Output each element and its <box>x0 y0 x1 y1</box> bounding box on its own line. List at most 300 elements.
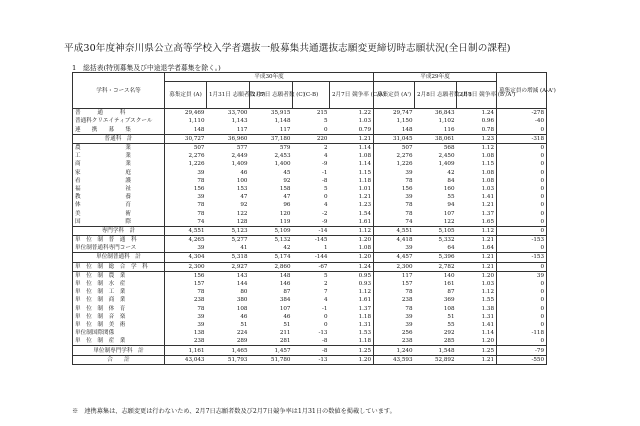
table-cell: 238 <box>193 297 205 304</box>
table-cell: 43,043 <box>165 355 207 364</box>
table-cell: 78 <box>405 289 413 296</box>
table-cell: 39 <box>197 245 205 252</box>
table-cell: 2,927 <box>207 262 250 271</box>
table-row <box>73 313 547 321</box>
table-cell: 148 <box>401 126 413 133</box>
header-cap30: 募集定員 (A) <box>165 82 207 109</box>
header-year29: 平成29年度 <box>374 73 497 82</box>
table-cell: 5,396 <box>415 253 457 262</box>
table-cell: 1.31 <box>457 313 497 321</box>
table-cell: 0 <box>497 185 547 193</box>
table-cell: 46 <box>240 169 248 176</box>
table-cell: 160 <box>443 185 455 192</box>
table-cell: 4,551 <box>165 226 207 235</box>
table-cell: 369 <box>443 297 455 304</box>
table-cell: 1.08 <box>457 177 497 185</box>
table-cell: 1.15 <box>330 169 374 177</box>
header-feb7: 2月7日 志願者数 (C) <box>250 82 293 109</box>
table-cell: 1.64 <box>457 244 497 253</box>
table-cell: 1.37 <box>330 305 374 313</box>
row-label: 看 護 <box>73 177 165 185</box>
header-diff: (C-B) <box>293 82 330 109</box>
table-cell: 1,457 <box>250 346 293 355</box>
table-cell: -144 <box>293 253 330 262</box>
summary-table <box>72 72 556 365</box>
table-cell: 384 <box>279 297 291 304</box>
table-cell: 211 <box>279 330 291 337</box>
header-cap29: 募集定員 (A') <box>374 82 415 109</box>
table-cell: 1.08 <box>457 169 497 177</box>
table-cell: 1.21 <box>457 262 497 271</box>
table-cell: 0.96 <box>457 117 497 125</box>
table-cell: 43,593 <box>374 355 415 364</box>
table-row <box>73 218 547 227</box>
table-cell: 5,132 <box>250 236 293 245</box>
table-row <box>73 201 547 209</box>
row-label: 単位制専門学科 計 <box>73 346 165 355</box>
row-label: 美 術 <box>73 209 165 217</box>
table-cell: 4 <box>323 202 328 209</box>
table-cell: 1.41 <box>457 321 497 329</box>
table-cell: -67 <box>293 262 330 271</box>
table-cell: 38,061 <box>415 134 457 143</box>
table-cell: 1.14 <box>330 143 374 152</box>
row-label: 体 育 <box>73 201 165 209</box>
table-cell: 1.20 <box>330 236 374 245</box>
row-label: 単 位 制 美 術 <box>73 321 165 329</box>
table-cell: 1.12 <box>457 226 497 235</box>
footnote: ※ 連携募集は、志願変更は行わないため、2月7日志願者数及び2月7日競争率は1月31日の数値を掲載しています。 <box>72 408 396 415</box>
row-label: 単位制普通科専門コース <box>73 244 165 253</box>
table-cell: 117 <box>374 271 415 280</box>
row-label: 連 携 募 集 <box>73 126 165 135</box>
table-cell: 92 <box>283 177 291 184</box>
table-cell: 1.25 <box>330 346 374 355</box>
table-cell: 55 <box>447 194 455 201</box>
table-cell: 39 <box>405 169 413 176</box>
table-cell: 157 <box>401 281 413 288</box>
table-cell: 238 <box>193 338 205 345</box>
table-cell: 1,400 <box>274 161 291 168</box>
table-cell: 1.23 <box>457 134 497 143</box>
row-label: 単 位 制 普 通 科 <box>73 236 165 245</box>
table-cell: 380 <box>236 297 248 304</box>
table-cell: 107 <box>443 210 455 217</box>
table-cell: 0 <box>497 280 547 288</box>
table-cell: 55 <box>447 321 455 328</box>
table-cell: -1 <box>322 169 328 176</box>
table-cell: 1.12 <box>457 288 497 296</box>
table-row <box>73 134 547 143</box>
table-cell: 1.61 <box>330 296 374 304</box>
table-cell: 4 <box>323 153 328 160</box>
row-label: 専門学科 計 <box>73 226 165 235</box>
table-cell: 39 <box>405 313 413 320</box>
table-cell: 148 <box>193 126 205 133</box>
table-cell: 285 <box>443 338 455 345</box>
table-row <box>73 117 547 125</box>
table-cell: 51,793 <box>207 355 250 364</box>
table-cell: 47 <box>240 194 248 201</box>
table-cell: 78 <box>197 289 205 296</box>
table-cell: 0 <box>497 321 547 329</box>
table-cell: -79 <box>497 346 547 355</box>
table-cell: 1.24 <box>457 109 497 118</box>
table-cell: 128 <box>236 218 248 225</box>
table-cell: 5 <box>323 185 328 192</box>
table-cell: 0 <box>497 152 547 160</box>
table-cell: 1.65 <box>457 218 497 227</box>
table-cell: 1.21 <box>457 201 497 209</box>
table-cell: 1,148 <box>274 118 291 125</box>
table-cell: 1,409 <box>231 161 248 168</box>
table-cell: 78 <box>405 305 413 312</box>
table-cell: -8 <box>322 177 328 184</box>
table-cell: 96 <box>283 202 291 209</box>
row-label: 単 位 制 水 産 <box>73 280 165 288</box>
table-cell: 64 <box>447 245 455 252</box>
table-cell: -1 <box>322 305 328 312</box>
table-cell: 0.93 <box>330 280 374 288</box>
table-cell: 292 <box>443 330 455 337</box>
table-cell: 35,915 <box>250 109 293 118</box>
table-cell: 0 <box>497 337 547 346</box>
row-label: 単 位 制 体 育 <box>73 305 165 313</box>
table-cell: 507 <box>374 143 415 152</box>
table-cell: 0.95 <box>330 271 374 280</box>
table-cell: 1.12 <box>330 288 374 296</box>
table-cell: 5,105 <box>415 226 457 235</box>
table-row <box>73 271 547 280</box>
table-cell: 45 <box>283 169 291 176</box>
table-cell: -145 <box>293 236 330 245</box>
table-cell: 4 <box>323 297 328 304</box>
table-cell: 1.31 <box>330 321 374 329</box>
table-cell: 36,843 <box>415 109 457 118</box>
table-cell: -8 <box>293 346 330 355</box>
table-cell: 1,226 <box>396 161 413 168</box>
table-cell: 5,123 <box>207 226 250 235</box>
table-cell: 2,453 <box>274 153 291 160</box>
table-cell: -40 <box>497 117 547 125</box>
table-cell: 1.21 <box>457 355 497 364</box>
table-cell: 116 <box>443 126 455 133</box>
table-cell: 579 <box>250 143 293 152</box>
table-cell: 1,143 <box>231 118 248 125</box>
table-row <box>73 296 547 304</box>
table-cell: 51 <box>283 321 291 328</box>
table-row <box>73 152 547 160</box>
table-cell: 46 <box>283 313 291 320</box>
table-row <box>73 193 547 201</box>
table-cell: 1.20 <box>330 253 374 262</box>
row-label: 単 位 制 農 業 <box>73 271 165 280</box>
table-cell: 80 <box>240 289 248 296</box>
table-cell: 1.22 <box>330 109 374 118</box>
table-cell: 2,860 <box>250 262 293 271</box>
row-label: 教 養 <box>73 193 165 201</box>
table-cell: 92 <box>240 202 248 209</box>
table-cell: 1.03 <box>457 280 497 288</box>
table-row <box>73 321 547 329</box>
table-cell: 0 <box>497 177 547 185</box>
table-row <box>73 329 547 337</box>
table-cell: 2,300 <box>165 262 207 271</box>
table-cell: 29,747 <box>374 109 415 118</box>
table-cell: 1.12 <box>457 143 497 152</box>
table-cell: 1.55 <box>457 296 497 304</box>
table-cell: 0 <box>497 244 547 253</box>
table-cell: 39 <box>405 194 413 201</box>
table-cell: 47 <box>283 194 291 201</box>
table-cell: 1.18 <box>330 337 374 346</box>
table-cell: 1,110 <box>188 118 205 125</box>
table-cell: 0 <box>497 160 547 168</box>
table-cell: 84 <box>447 177 455 184</box>
table-cell: 1,548 <box>415 346 457 355</box>
table-cell: 39 <box>197 169 205 176</box>
table-cell: 1,465 <box>207 346 250 355</box>
table-cell: 0 <box>497 288 547 296</box>
table-cell: 144 <box>236 281 248 288</box>
table-cell: 0 <box>497 201 547 209</box>
table-cell: 156 <box>401 185 413 192</box>
table-row <box>73 185 547 193</box>
table-cell: 39 <box>497 271 547 280</box>
table-cell: 51 <box>447 313 455 320</box>
table-cell: 5 <box>323 118 328 125</box>
table-cell: 39 <box>405 321 413 328</box>
table-cell: 122 <box>443 218 455 225</box>
table-cell: 2,449 <box>231 153 248 160</box>
table-cell: 119 <box>279 218 291 225</box>
table-cell: 0 <box>323 126 328 133</box>
table-cell: 5,318 <box>207 253 250 262</box>
row-label: 単 位 制 音 楽 <box>73 313 165 321</box>
table-cell: 215 <box>293 109 330 118</box>
table-cell: 74 <box>405 218 413 225</box>
table-cell: 39 <box>405 245 413 252</box>
table-cell: 117 <box>236 126 248 133</box>
table-cell: 2 <box>323 281 328 288</box>
table-cell: 5,277 <box>207 236 250 245</box>
table-cell: 51 <box>240 321 248 328</box>
table-cell: 1.21 <box>330 193 374 201</box>
table-cell: 33,700 <box>207 109 250 118</box>
table-cell: 78 <box>405 202 413 209</box>
table-cell: 5 <box>293 271 330 280</box>
table-cell: 78 <box>405 210 413 217</box>
table-cell: 0 <box>497 305 547 313</box>
table-cell: 100 <box>236 177 248 184</box>
table-row <box>73 126 547 135</box>
table-cell: 117 <box>279 126 291 133</box>
header-ratio30: 2月7日 競争率 (C/A) <box>330 82 374 109</box>
table-cell: 0 <box>497 226 547 235</box>
table-cell: 78 <box>197 305 205 312</box>
table-cell: -550 <box>497 355 547 364</box>
table-row <box>73 280 547 288</box>
table-cell: -8 <box>322 338 328 345</box>
table-cell: 4,457 <box>374 253 415 262</box>
table-cell: 1.08 <box>330 244 374 253</box>
table-cell: 2 <box>293 143 330 152</box>
table-row <box>73 346 547 355</box>
table-row <box>73 337 547 346</box>
table-cell: 146 <box>279 281 291 288</box>
table-cell: 1 <box>323 245 328 252</box>
table-cell: 42 <box>447 169 455 176</box>
table-cell: 1.15 <box>457 160 497 168</box>
table-cell: 157 <box>193 281 205 288</box>
table-cell: 5,332 <box>415 236 457 245</box>
table-cell: 4,418 <box>374 236 415 245</box>
table-cell: 0 <box>497 262 547 271</box>
table-cell: 1,240 <box>374 346 415 355</box>
table-row <box>73 109 547 118</box>
table-cell: -14 <box>293 226 330 235</box>
table-cell: 281 <box>279 338 291 345</box>
table-cell: 153 <box>236 185 248 192</box>
table-cell: 0 <box>497 313 547 321</box>
table-cell: 1.20 <box>457 337 497 346</box>
table-cell: 2,450 <box>438 153 455 160</box>
table-cell: -13 <box>318 330 328 337</box>
table-cell: -318 <box>497 134 547 143</box>
row-label: 普通科クリエイティブスクール <box>73 117 165 125</box>
table-cell: 122 <box>236 210 248 217</box>
table-cell: 78 <box>405 177 413 184</box>
header-feb8: 2月8日 志願者数 (B') <box>415 82 457 109</box>
table-cell: 156 <box>193 185 205 192</box>
table-cell: 1.23 <box>330 201 374 209</box>
table-row <box>73 160 547 168</box>
table-cell: 0 <box>497 126 547 135</box>
table-cell: 0 <box>497 218 547 227</box>
table-cell: 1.12 <box>330 226 374 235</box>
table-cell: 1.41 <box>457 193 497 201</box>
table-cell: 148 <box>250 271 293 280</box>
header-jan31: 1月31日 志願者数 (B) <box>207 82 250 109</box>
table-cell: 0 <box>323 321 328 328</box>
table-cell: 30,727 <box>165 134 207 143</box>
row-label: 合 計 <box>73 355 165 364</box>
table-row <box>73 169 547 177</box>
table-cell: 1.54 <box>330 209 374 217</box>
table-cell: 39 <box>197 321 205 328</box>
table-cell: 87 <box>447 289 455 296</box>
table-row <box>73 209 547 217</box>
table-cell: 108 <box>443 305 455 312</box>
table-cell: 1,150 <box>396 118 413 125</box>
table-cell: 78 <box>197 210 205 217</box>
table-cell: 4,551 <box>374 226 415 235</box>
table-cell: 1.01 <box>330 185 374 193</box>
section-heading: 1 総括表(特別募集及び中途退学者募集を除く。) <box>72 64 221 72</box>
table-cell: 238 <box>401 297 413 304</box>
table-cell: 36,960 <box>207 134 250 143</box>
table-cell: 577 <box>207 143 250 152</box>
row-label: 普通科 計 <box>73 134 165 143</box>
table-cell: 143 <box>207 271 250 280</box>
table-cell: 568 <box>415 143 457 152</box>
row-label: 単 位 制 工 業 <box>73 288 165 296</box>
table-cell: 1.21 <box>457 236 497 245</box>
table-cell: 46 <box>240 313 248 320</box>
table-cell: 5,174 <box>250 253 293 262</box>
table-row <box>73 305 547 313</box>
table-cell: 1,161 <box>165 346 207 355</box>
table-cell: 1,226 <box>188 161 205 168</box>
row-label: 家 庭 <box>73 169 165 177</box>
table-row <box>73 177 547 185</box>
table-cell: 0 <box>497 169 547 177</box>
table-cell: 1.20 <box>457 271 497 280</box>
table-cell: 2,300 <box>374 262 415 271</box>
table-cell: 1,409 <box>438 161 455 168</box>
table-cell: 0 <box>323 313 328 320</box>
table-cell: 507 <box>165 143 207 152</box>
table-cell: 4,304 <box>165 253 207 262</box>
row-label: 農 業 <box>73 143 165 152</box>
table-cell: 2,276 <box>396 153 413 160</box>
row-label: 国 際 <box>73 218 165 227</box>
table-cell: 220 <box>293 134 330 143</box>
table-cell: 7 <box>323 289 328 296</box>
table-cell: -278 <box>497 109 547 118</box>
header-ratio29: 2月8日 競争率 (B'/A') <box>457 82 497 109</box>
table-cell: 138 <box>193 330 205 337</box>
table-cell: 87 <box>283 289 291 296</box>
table-cell: 41 <box>240 245 248 252</box>
table-cell: 120 <box>279 210 291 217</box>
table-cell: -118 <box>497 329 547 337</box>
table-cell: 0 <box>497 143 547 152</box>
table-cell: 1.37 <box>457 209 497 217</box>
row-label: 普 通 科 <box>73 109 165 118</box>
table-cell: 1.20 <box>330 355 374 364</box>
table-cell: 74 <box>197 218 205 225</box>
table-cell: 78 <box>197 202 205 209</box>
table-cell: 0.79 <box>330 126 374 135</box>
table-cell: -13 <box>293 355 330 364</box>
table-cell: 29,469 <box>165 109 207 118</box>
table-cell: 156 <box>165 271 207 280</box>
table-cell: -153 <box>497 253 547 262</box>
table-cell: 39 <box>197 194 205 201</box>
table-cell: 161 <box>443 281 455 288</box>
table-cell: 140 <box>415 271 457 280</box>
table-cell: -9 <box>322 218 328 225</box>
table-cell: 5,109 <box>250 226 293 235</box>
table-cell: 37,180 <box>250 134 293 143</box>
table-row <box>73 253 547 262</box>
table-cell: 0 <box>497 209 547 217</box>
row-label: 単 位 制 産 業 <box>73 337 165 346</box>
table-cell: 0 <box>497 296 547 304</box>
table-cell: 4,265 <box>165 236 207 245</box>
header-change: 募集定員の増減 (A-A') <box>497 73 547 109</box>
table-row <box>73 226 547 235</box>
table-row <box>73 262 547 271</box>
header-course: 学科・コース名等 <box>73 73 165 109</box>
table-cell: 2,782 <box>415 262 457 271</box>
row-label: 福 祉 <box>73 185 165 193</box>
table-cell: 1.08 <box>457 152 497 160</box>
table-cell: 1.53 <box>330 329 374 337</box>
table-cell: 1.25 <box>457 346 497 355</box>
table-cell: 1.24 <box>330 262 374 271</box>
